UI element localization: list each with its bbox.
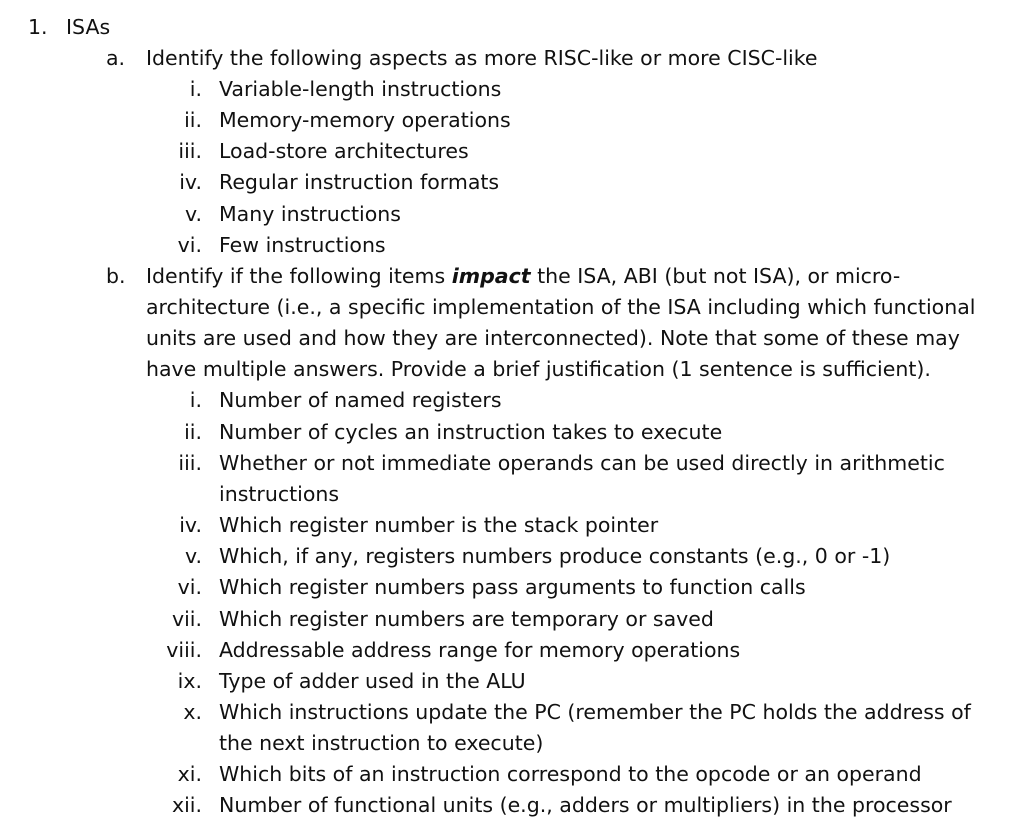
part-a-item-number: ii. xyxy=(184,108,202,132)
part-b-prompt-first-line xyxy=(146,262,900,290)
part-b-item-text: Number of functional units (e.g., adders or multipliers) in the processor xyxy=(219,793,952,817)
part-a-item-text: Regular instruction formats xyxy=(219,170,500,194)
part-b-item-number: viii. xyxy=(166,638,202,662)
part-a-item-number: vi. xyxy=(177,233,202,257)
part-a-item-text: Load-store architectures xyxy=(219,139,469,163)
part-b-item-text: Which register numbers pass arguments to function calls xyxy=(219,575,806,599)
part-b-item-text: Number of cycles an instruction takes to execute xyxy=(219,420,723,444)
part-b-item-text: Which bits of an instruction correspond to the opcode or an operand xyxy=(219,762,922,786)
part-b-item-text: Which register numbers are temporary or saved xyxy=(219,607,714,631)
part-b-item-number: xii. xyxy=(171,793,202,817)
part-b-item-continuation: the next instruction to execute) xyxy=(219,731,544,755)
part-a-prompt: Identify the following aspects as more RISC-like or more CISC-like xyxy=(146,46,818,70)
part-b-item-number: ix. xyxy=(177,669,202,693)
part-b-item-number: v. xyxy=(184,544,202,568)
part-b-item-text: Which register number is the stack pointer xyxy=(219,513,659,537)
part-b-prompt-line: units are used and how they are interconnected). Note that some of these may xyxy=(146,326,960,350)
part-b-item-number: ii. xyxy=(184,420,202,444)
part-b-prompt-emphasis: impact xyxy=(451,264,531,288)
part-b-item-number: iii. xyxy=(178,451,202,475)
part-b-prompt-line: have multiple answers. Provide a brief justification (1 sentence is sufficient). xyxy=(146,357,931,381)
question-title: ISAs xyxy=(66,15,111,39)
part-b-item-text: Which instructions update the PC (remember the PC holds the address of xyxy=(219,700,971,724)
part-b-item-text: Addressable address range for memory operations xyxy=(219,638,741,662)
part-b-item-text: Which, if any, registers numbers produce constants (e.g., 0 or -1) xyxy=(219,544,891,568)
part-b-item-number: x. xyxy=(183,700,202,724)
part-b-item-text: Whether or not immediate operands can be used directly in arithmetic xyxy=(219,451,945,475)
part-b-item-number: vi. xyxy=(177,575,202,599)
part-a-item-number: iv. xyxy=(179,170,202,194)
part-b-prompt-post: the ISA, ABI (but not ISA), or micro- xyxy=(530,264,901,288)
part-a-item-number: iii. xyxy=(178,139,202,163)
part-a-label: a. xyxy=(106,46,126,70)
part-b-label: b. xyxy=(106,264,126,288)
part-a-item-text: Many instructions xyxy=(219,202,401,226)
part-b-prompt-pre: Identify if the following items xyxy=(146,264,452,288)
part-b-item-number: vii. xyxy=(171,607,202,631)
question-number: 1. xyxy=(28,15,48,39)
part-a-item-number: v. xyxy=(184,202,202,226)
part-b-item-number: iv. xyxy=(179,513,202,537)
part-a-item-text: Variable-length instructions xyxy=(219,77,502,101)
part-a-item-text: Few instructions xyxy=(219,233,386,257)
part-b-item-continuation: instructions xyxy=(219,482,340,506)
part-b-item-number: xi. xyxy=(177,762,202,786)
part-b-item-text: Type of adder used in the ALU xyxy=(219,669,526,693)
part-b-item-number: i. xyxy=(189,388,202,412)
part-b-prompt-line: architecture (i.e., a specific implementation of the ISA including which functional xyxy=(146,295,976,319)
part-a-item-number: i. xyxy=(189,77,202,101)
part-a-item-text: Memory-memory operations xyxy=(219,108,511,132)
part-b-item-text: Number of named registers xyxy=(219,388,502,412)
